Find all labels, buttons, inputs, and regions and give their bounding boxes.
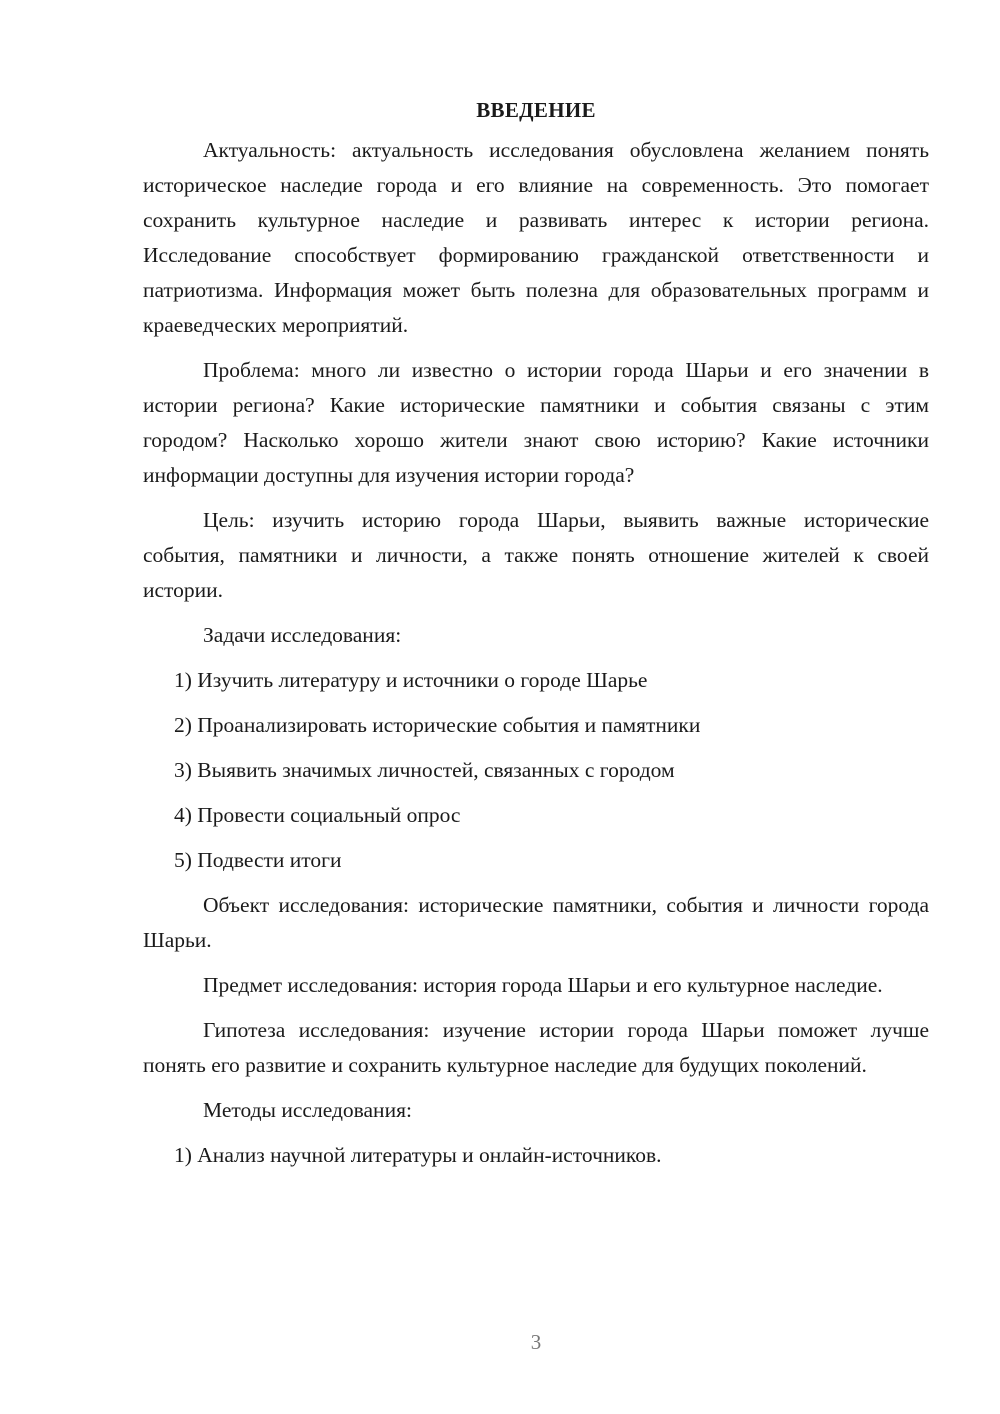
object-paragraph: Объект исследования: исторические памятники, события и личности города Шарьи. <box>143 893 929 952</box>
page-number: 3 <box>530 1330 542 1354</box>
relevance-paragraph: Актуальность: актуальность исследования обусловлена желанием понять историческое наследие города и его влияние на современность. Это помогает сохранить культурное наследие и развивать интерес к истории региона. Исследование способствует формированию гражданской ответственности и патриотизма. Информация может быть полезна для образовательных программ и краеведческих мероприятий. <box>143 138 929 337</box>
task-item: 1) Изучить литературу и источники о городе Шарье <box>174 668 648 692</box>
task-item: 4) Провести социальный опрос <box>174 803 461 827</box>
hypothesis-paragraph: Гипотеза исследования: изучение истории города Шарьи поможет лучше понять его развитие и сохранить культурное наследие для будущих поколений. <box>143 1018 929 1077</box>
page-title: ВВЕДЕНИЕ <box>476 98 596 122</box>
goal-paragraph: Цель: изучить историю города Шарьи, выявить важные исторические события, памятники и личности, а также понять отношение жителей к своей истории. <box>143 508 929 602</box>
page-content <box>143 93 929 1183</box>
task-item: 2) Проанализировать исторические события и памятники <box>174 713 701 737</box>
tasks-heading: Задачи исследования: <box>203 623 402 647</box>
subject-paragraph: Предмет исследования: история города Шарьи и его культурное наследие. <box>203 973 883 997</box>
tasks-list <box>143 663 929 878</box>
methods-list <box>143 1138 929 1173</box>
problem-paragraph: Проблема: много ли известно о истории города Шарьи и его значении в истории региона? Какие исторические памятники и события связаны с этим городом? Насколько хорошо жители знают свою историю? Какие источники информации доступны для изучения истории города? <box>143 358 929 487</box>
task-item: 5) Подвести итоги <box>174 848 342 872</box>
methods-heading: Методы исследования: <box>203 1098 412 1122</box>
method-item: 1) Анализ научной литературы и онлайн-источников. <box>174 1143 662 1167</box>
task-item: 3) Выявить значимых личностей, связанных с городом <box>174 758 675 782</box>
